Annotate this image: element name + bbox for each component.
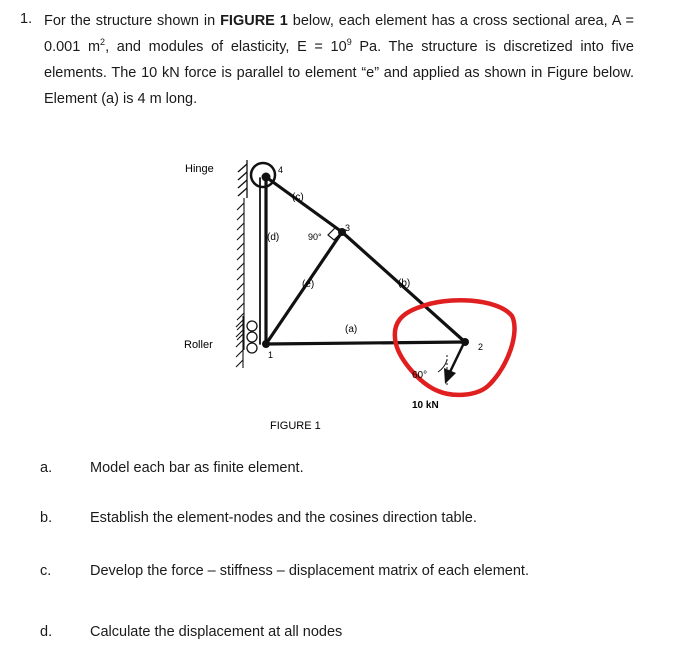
element-a	[266, 342, 465, 344]
part-b-text: Establish the element-nodes and the cosines direction table.	[90, 510, 477, 526]
part-c-text: Develop the force – stiffness – displacement matrix of each element.	[90, 563, 529, 579]
element-b-label: (b)	[398, 278, 411, 289]
element-e-label: (e)	[302, 279, 315, 290]
figure-caption: FIGURE 1	[270, 420, 321, 432]
force-arrow	[449, 345, 463, 374]
node-1-label: 1	[268, 350, 274, 360]
question-number: 1.	[20, 11, 33, 27]
node-1-dot	[262, 340, 270, 348]
part-d-text: Calculate the displacement at all nodes	[90, 624, 343, 640]
part-a-text: Model each bar as finite element.	[90, 460, 304, 476]
element-d-label: (d)	[267, 232, 280, 243]
force-label: 10 kN	[412, 400, 439, 411]
node-2-label: 2	[478, 342, 484, 352]
angle-label: 60°	[412, 370, 428, 381]
hinge-wall	[238, 160, 247, 198]
roller-support	[247, 321, 257, 353]
element-a-label: (a)	[345, 324, 358, 335]
part-c-letter: c.	[40, 563, 52, 579]
roller-label: Roller	[184, 339, 213, 351]
element-c	[266, 177, 342, 232]
hinge-label: Hinge	[185, 163, 214, 175]
right-angle-label: 90°	[308, 232, 322, 242]
element-c-label: (c)	[292, 192, 304, 203]
node-3-label: 3	[345, 223, 351, 233]
question-text: For the structure shown in FIGURE 1 below, each element has a cross sectional area, A = 0.001 $m^2$, and modules of elasticity, $E = 10^9$ Pa. The structure is discretized into five elements. The 10 kN force is parallel to element “e” and applied as shown in Figure below. Element (a) is 4 m long.	[44, 13, 634, 107]
node-4-dot	[262, 173, 271, 182]
part-a-letter: a.	[40, 460, 53, 476]
part-d-letter: d.	[40, 624, 53, 640]
roller-wall	[236, 316, 243, 368]
figure-reference: FIGURE 1	[220, 13, 288, 29]
part-b-letter: b.	[40, 510, 53, 526]
node-4-label: 4	[278, 165, 284, 175]
